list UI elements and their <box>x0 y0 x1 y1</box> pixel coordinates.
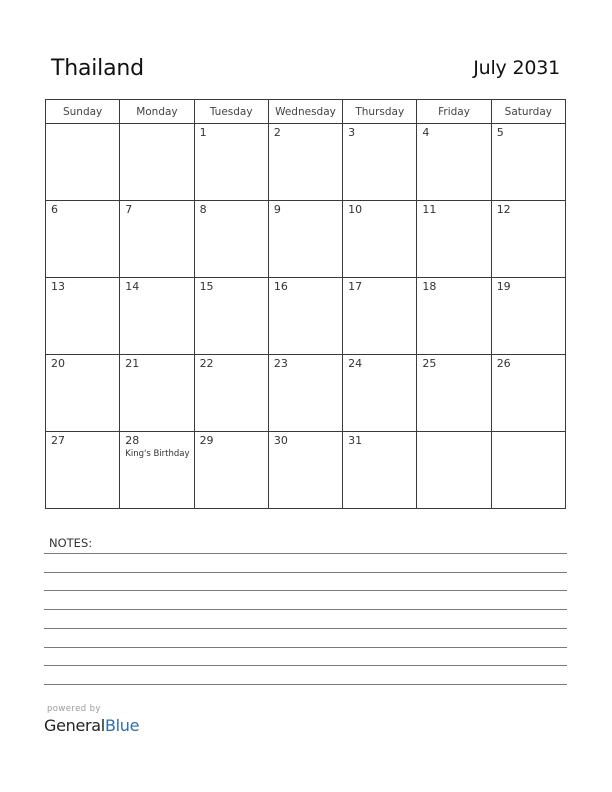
day-cell <box>46 278 120 355</box>
holiday-label: King's Birthday <box>125 449 190 459</box>
day-number: 10 <box>348 203 363 216</box>
day-number: 29 <box>199 434 214 447</box>
logo-text-general: General <box>44 716 105 735</box>
day-cell <box>417 355 491 432</box>
notes-label: NOTES: <box>49 536 93 550</box>
notes-line <box>44 609 567 610</box>
day-cell <box>46 201 120 278</box>
day-cell <box>120 278 194 355</box>
day-number <box>120 124 193 139</box>
day-number: 6 <box>51 203 58 216</box>
day-number <box>492 432 565 447</box>
day-number: 25 <box>422 357 437 370</box>
day-cell <box>491 278 565 355</box>
day-cell <box>343 124 417 201</box>
weekday-monday: Monday <box>120 100 194 124</box>
day-cell <box>343 355 417 432</box>
powered-by-text: powered by <box>47 704 101 714</box>
notes-line <box>44 665 567 666</box>
day-cell <box>343 278 417 355</box>
day-number: 23 <box>273 357 288 370</box>
weekday-friday: Friday <box>417 100 491 124</box>
day-number: 16 <box>273 280 288 293</box>
day-cell <box>417 278 491 355</box>
weekday-saturday: Saturday <box>491 100 565 124</box>
generalblue-logo <box>44 716 139 735</box>
day-cell <box>194 432 268 509</box>
day-number: 9 <box>273 203 281 216</box>
day-number: 31 <box>348 434 363 447</box>
day-number: 22 <box>199 357 214 370</box>
day-cell <box>194 278 268 355</box>
day-cell <box>268 124 342 201</box>
week-row <box>46 432 566 509</box>
day-number: 17 <box>348 280 363 293</box>
day-cell <box>268 201 342 278</box>
day-number: 4 <box>422 126 430 139</box>
notes-line <box>44 684 567 685</box>
day-number: 11 <box>422 203 437 216</box>
day-cell <box>268 278 342 355</box>
weekday-thursday: Thursday <box>343 100 417 124</box>
day-number: 18 <box>422 280 437 293</box>
day-number: 26 <box>496 357 511 370</box>
month-year-title: July 2031 <box>473 57 560 79</box>
notes-line <box>44 628 567 629</box>
day-number: 5 <box>496 126 504 139</box>
day-cell <box>46 432 120 509</box>
day-cell <box>491 201 565 278</box>
week-row <box>46 355 566 432</box>
day-number: 15 <box>199 280 214 293</box>
day-cell <box>417 124 491 201</box>
day-number: 12 <box>496 203 511 216</box>
day-cell <box>120 432 194 509</box>
week-row <box>46 201 566 278</box>
notes-line <box>44 590 567 591</box>
day-cell <box>194 355 268 432</box>
notes-line <box>44 553 567 554</box>
day-number: 14 <box>125 280 140 293</box>
day-cell <box>46 124 120 201</box>
weekday-header-row <box>46 100 566 124</box>
day-number <box>417 432 490 447</box>
day-cell <box>194 124 268 201</box>
day-number: 28 <box>125 434 140 447</box>
day-cell <box>491 124 565 201</box>
week-row <box>46 278 566 355</box>
day-number: 8 <box>199 203 207 216</box>
weekday-tuesday: Tuesday <box>194 100 268 124</box>
day-cell <box>343 201 417 278</box>
calendar-grid <box>45 99 566 509</box>
day-cell <box>343 432 417 509</box>
day-cell <box>120 124 194 201</box>
day-number: 7 <box>125 203 133 216</box>
day-cell <box>268 432 342 509</box>
day-number <box>46 124 119 139</box>
week-row <box>46 124 566 201</box>
weekday-wednesday: Wednesday <box>268 100 342 124</box>
day-cell <box>417 201 491 278</box>
day-cell <box>194 201 268 278</box>
day-number: 21 <box>125 357 140 370</box>
day-number: 2 <box>273 126 281 139</box>
day-number: 27 <box>51 434 65 447</box>
day-number: 13 <box>51 280 65 293</box>
country-title: Thailand <box>51 56 144 81</box>
notes-line <box>44 647 567 648</box>
day-number: 19 <box>496 280 511 293</box>
day-cell <box>491 355 565 432</box>
day-cell <box>120 355 194 432</box>
day-cell <box>120 201 194 278</box>
day-number: 1 <box>199 126 207 139</box>
weekday-sunday: Sunday <box>46 100 120 124</box>
day-number: 20 <box>51 357 65 370</box>
day-number: 30 <box>273 434 288 447</box>
day-cell <box>417 432 491 509</box>
day-number: 3 <box>348 126 356 139</box>
day-number: 24 <box>348 357 363 370</box>
day-cell <box>491 432 565 509</box>
day-cell <box>268 355 342 432</box>
logo-text-blue: Blue <box>104 716 140 735</box>
notes-line <box>44 572 567 573</box>
calendar-body <box>46 124 566 509</box>
day-cell <box>46 355 120 432</box>
